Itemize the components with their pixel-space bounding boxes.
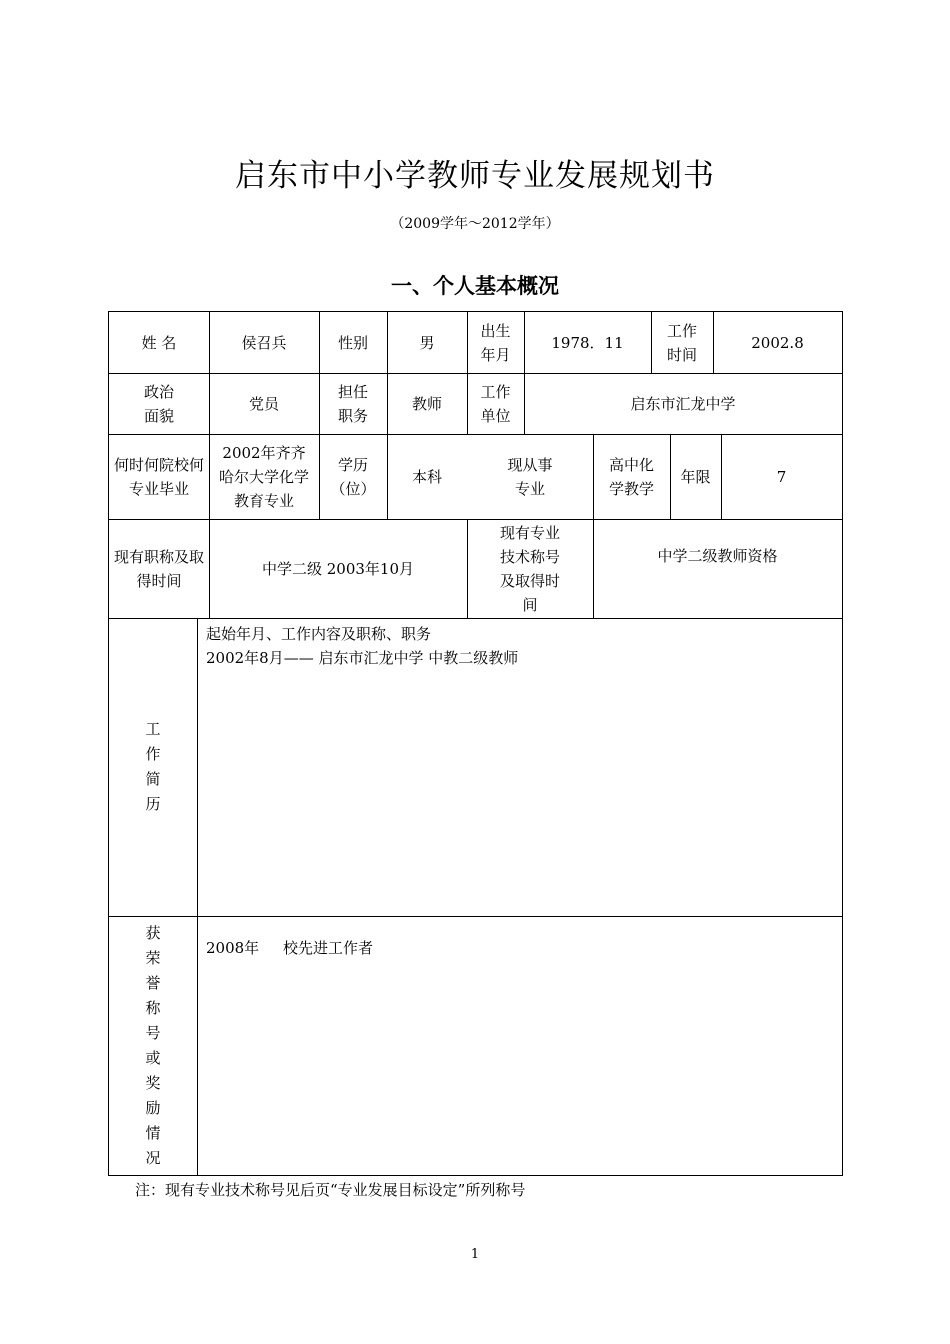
title-label: 现有职称及取得时间 — [114, 547, 205, 590]
graduation-label: 何时何院校何专业毕业 — [114, 455, 205, 498]
duty-label: 担任职务 — [337, 382, 368, 425]
birth-value: 1978．11 — [551, 333, 624, 352]
document-subtitle: （2009学年～2012学年） — [390, 216, 560, 232]
politics-label: 政治面貌 — [143, 382, 174, 425]
birth-label: 出生年月 — [480, 321, 511, 364]
resume-label: 工作简历 — [145, 720, 161, 813]
footnote: 注：现有专业技术称号见后页“专业发展目标设定”所列称号 — [135, 1181, 526, 1199]
tech-label: 现有专业技术称号及取得时间 — [499, 523, 560, 614]
years-value: 7 — [776, 467, 787, 486]
table-rule — [109, 916, 842, 917]
current-major-label: 现从事专业 — [507, 455, 553, 498]
unit-label: 工作单位 — [480, 382, 511, 425]
page-number: 1 — [470, 1247, 480, 1262]
graduation-value: 2002年齐齐哈尔大学化学教育专业 — [218, 443, 309, 510]
gender-label: 性别 — [337, 333, 368, 352]
table-rule — [109, 618, 842, 619]
resume-entry: 2002年8月—— 启东市汇龙中学 中教二级教师 — [206, 649, 519, 667]
current-major-value: 高中化学教学 — [608, 455, 654, 498]
resume-header: 起始年月、工作内容及职称、职务 — [206, 625, 432, 643]
unit-value: 启东市汇龙中学 — [630, 394, 736, 413]
gender-value: 男 — [419, 333, 435, 352]
tech-value: 中学二级教师资格 — [657, 547, 778, 565]
profile-table — [108, 311, 843, 1176]
honors-entry: 2008年 校先进工作者 — [206, 939, 374, 957]
name-value: 侯召兵 — [241, 333, 287, 352]
work-time-label: 工作时间 — [666, 321, 697, 364]
work-time-value: 2002.8 — [751, 333, 804, 352]
honors-content — [206, 936, 826, 960]
degree-value: 本科 — [411, 467, 442, 486]
degree-label: 学历（位） — [330, 455, 376, 498]
duty-value: 教师 — [411, 394, 442, 413]
title-value: 中学二级 2003年10月 — [261, 559, 415, 578]
name-label: 姓 名 — [141, 333, 177, 352]
years-label: 年限 — [680, 467, 711, 486]
honors-label: 获荣誉称号或奖励情况 — [145, 923, 161, 1167]
politics-value: 党员 — [248, 394, 279, 413]
document-title: 启东市中小学教师专业发展规划书 — [235, 158, 715, 194]
resume-content — [206, 622, 826, 670]
section-title: 一、个人基本概况 — [391, 274, 559, 298]
table-rule — [197, 618, 198, 1175]
